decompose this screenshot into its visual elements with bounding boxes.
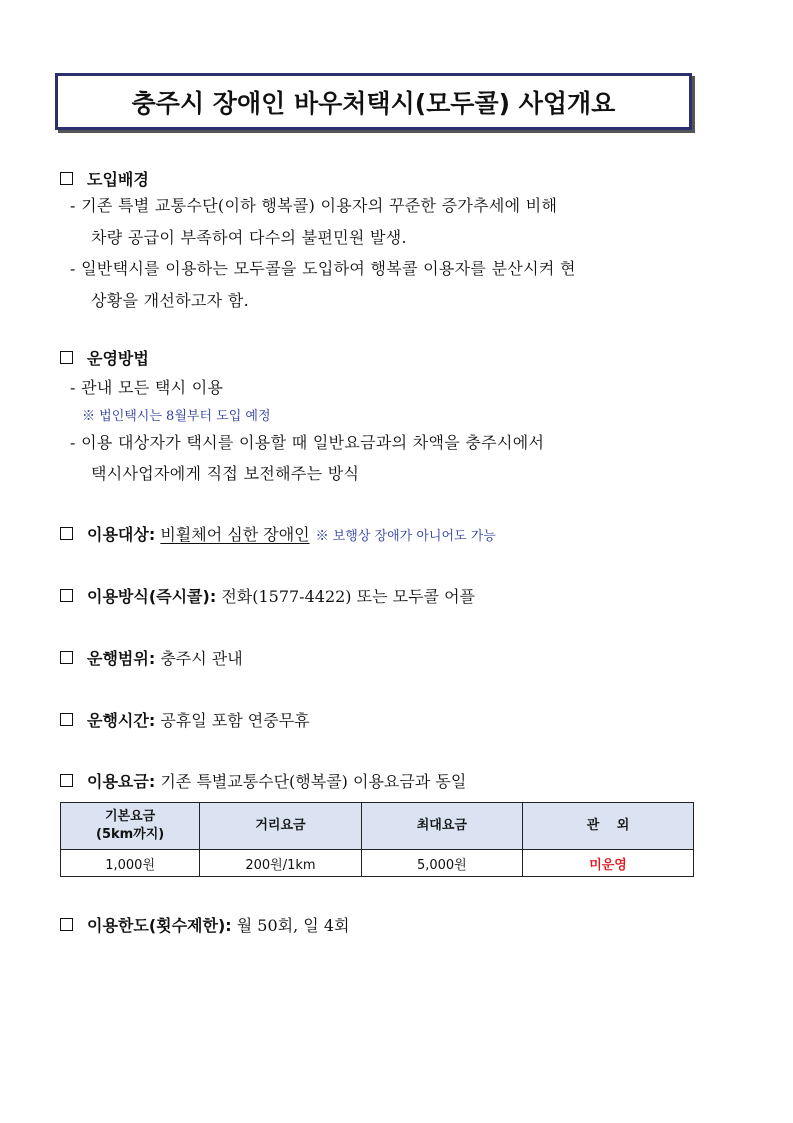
method-value: 전화(1577-4422) 또는 모두콜 어플 xyxy=(221,587,476,606)
checkbox-square-icon xyxy=(60,351,73,364)
table-header: 기본요금 (5km까지) xyxy=(61,803,200,850)
table-header: 거리요금 xyxy=(200,803,361,850)
page-title: 충주시 장애인 바우처택시(모두콜) 사업개요 xyxy=(131,88,616,118)
table-header: 최대요금 xyxy=(361,803,522,850)
section-hours: 운행시간: 공휴일 포함 연중무휴 xyxy=(60,708,310,731)
section-limit: 이용한도(횟수제한): 월 50회, 일 4회 xyxy=(60,913,349,936)
text-line: 상황을 개선하고자 함. xyxy=(91,291,249,310)
table-cell: 5,000원 xyxy=(361,850,522,877)
target-value: 비휠체어 심한 장애인 xyxy=(160,525,310,544)
fee-table xyxy=(60,802,694,877)
section-heading: 운영방법 xyxy=(87,349,149,368)
table-header-row xyxy=(61,803,694,850)
text-line: 택시사업자에게 직접 보전해주는 방식 xyxy=(91,464,360,483)
section-heading: 도입배경 xyxy=(87,170,149,189)
title-box xyxy=(55,73,692,130)
note-line: ※ 법인택시는 8월부터 도입 예정 xyxy=(82,409,271,424)
table-row xyxy=(61,850,694,877)
checkbox-square-icon xyxy=(60,918,73,931)
hours-value: 공휴일 포함 연중무휴 xyxy=(160,711,310,730)
table-header: 관 외 xyxy=(523,803,694,850)
area-value: 충주시 관내 xyxy=(160,649,243,668)
target-note: ※ 보행상 장애가 아니어도 가능 xyxy=(315,529,496,544)
checkbox-square-icon xyxy=(60,527,73,540)
table-cell-status: 미운영 xyxy=(523,850,694,877)
text-line: 차량 공급이 부족하여 다수의 불편민원 발생. xyxy=(91,228,407,247)
checkbox-square-icon xyxy=(60,172,73,185)
fee-value: 기존 특별교통수단(행복콜) 이용요금과 동일 xyxy=(160,772,467,791)
checkbox-square-icon xyxy=(60,589,73,602)
table-cell: 1,000원 xyxy=(61,850,200,877)
text-line: - 이용 대상자가 택시를 이용할 때 일반요금과의 차액을 충주시에서 xyxy=(70,433,545,452)
section-target: 이용대상: 비휠체어 심한 장애인 ※ 보행상 장애가 아니어도 가능 xyxy=(60,522,496,545)
text-line: - 관내 모든 택시 이용 xyxy=(70,378,224,397)
section-area: 운행범위: 충주시 관내 xyxy=(60,646,243,669)
text-line: - 기존 특별 교통수단(이하 행복콜) 이용자의 꾸준한 증가추세에 비해 xyxy=(70,196,558,215)
checkbox-square-icon xyxy=(60,651,73,664)
table-cell: 200원/1km xyxy=(200,850,361,877)
text-line: - 일반택시를 이용하는 모두콜을 도입하여 행복콜 이용자를 분산시켜 현 xyxy=(70,259,576,278)
section-operation xyxy=(60,346,149,369)
section-fee: 이용요금: 기존 특별교통수단(행복콜) 이용요금과 동일 xyxy=(60,769,466,792)
limit-value: 월 50회, 일 4회 xyxy=(236,916,350,935)
section-background xyxy=(60,167,149,190)
checkbox-square-icon xyxy=(60,774,73,787)
checkbox-square-icon xyxy=(60,713,73,726)
section-method: 이용방식(즉시콜): 전화(1577-4422) 또는 모두콜 어플 xyxy=(60,584,475,607)
